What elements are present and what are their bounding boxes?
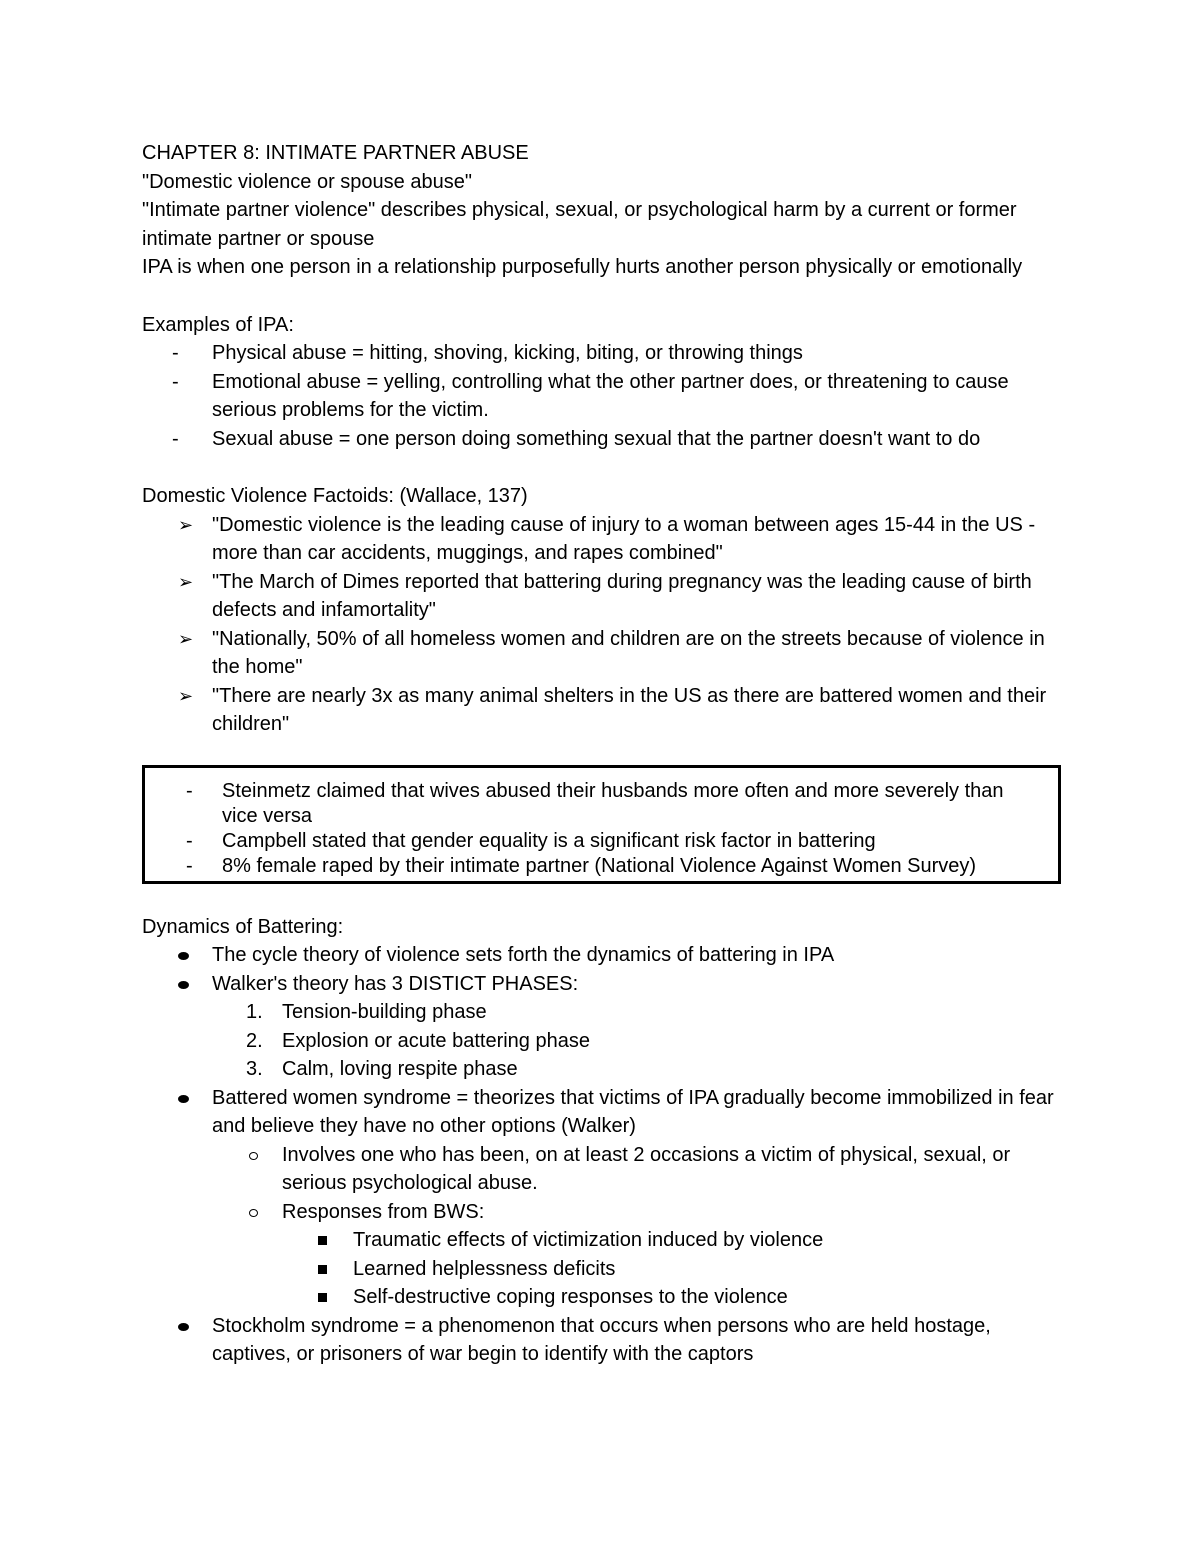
list-item [142, 368, 1062, 425]
arrow-bullet-icon: ➢ [178, 685, 194, 706]
phase-number: 3. [246, 1058, 263, 1080]
list-item-text: Battered women syndrome = theorizes that victims of IPA gradually become immobilized in fear and believe they have no other options (Walker) [212, 1086, 1054, 1137]
list-item [142, 511, 1062, 568]
list-item [142, 425, 1062, 454]
dynamics-heading: Dynamics of Battering: [142, 915, 344, 938]
bullet-square-icon [318, 1265, 327, 1274]
list-item [142, 970, 1062, 999]
dash-marker: - [172, 342, 179, 364]
list-item [142, 941, 1062, 970]
list-item-text: Steinmetz claimed that wives abused their husbands more often and more severely than vice versa [222, 779, 1004, 827]
dash-marker: - [186, 779, 193, 802]
intro-line: IPA is when one person in a relationship purposefully hurts another person physically or emotionally [142, 256, 1023, 278]
phase-number: 2. [246, 1029, 263, 1052]
sub-list-item [142, 1198, 1062, 1227]
phase-text: Calm, loving respite phase [282, 1058, 518, 1080]
list-item [142, 682, 1062, 739]
boxed-notes-list [145, 779, 1038, 879]
sub-sub-list-item [142, 1283, 1062, 1312]
boxed-notes [142, 765, 1061, 884]
dynamics-list [142, 941, 1062, 1369]
bullet-circle-icon [249, 1152, 258, 1160]
list-item-text: Self-destructive coping responses to the violence [353, 1286, 788, 1308]
bullet-square-icon [318, 1293, 327, 1302]
list-item-text: "Domestic violence is the leading cause of injury to a woman between ages 15-44 in the US - more than car accidents, muggings, and rapes combined" [212, 513, 1036, 564]
list-item [145, 854, 1038, 879]
arrow-bullet-icon: ➢ [178, 628, 194, 649]
spacer [142, 453, 1062, 482]
document-body [142, 139, 1062, 1369]
list-item [142, 625, 1062, 682]
bullet-circle-icon [249, 1209, 258, 1217]
list-item [142, 1312, 1062, 1369]
factoids-heading: Domestic Violence Factoids: (Wallace, 137) [142, 485, 528, 507]
bullet-dot-icon [178, 1095, 189, 1103]
list-item-text: Campbell stated that gender equality is a significant risk factor in battering [222, 829, 876, 852]
examples-list [142, 339, 1062, 453]
bullet-square-icon [318, 1236, 327, 1245]
list-item-text: "The March of Dimes reported that battering during pregnancy was the leading cause of birth defects and infamortality" [212, 570, 1032, 621]
list-item-text: Emotional abuse = yelling, controlling what the other partner does, or threatening to cause serious problems for the victim. [212, 370, 1009, 421]
list-item [145, 829, 1038, 854]
dash-marker: - [172, 370, 179, 393]
arrow-bullet-icon: ➢ [178, 514, 194, 535]
list-item-text: Learned helplessness deficits [353, 1257, 616, 1280]
arrow-bullet-icon: ➢ [178, 571, 194, 592]
factoids-list [142, 511, 1062, 739]
list-item [145, 779, 1038, 829]
list-item-text: "There are nearly 3x as many animal shelters in the US as there are battered women and their children" [212, 684, 1047, 735]
intro-line: "Intimate partner violence" describes physical, sexual, or psychological harm by a current or former intimate partner or spouse [142, 199, 1017, 250]
bullet-dot-icon [178, 952, 189, 960]
list-item-text: 8% female raped by their intimate partner (National Violence Against Women Survey) [222, 854, 977, 877]
phase-item [142, 1027, 1062, 1056]
bullet-dot-icon [178, 981, 189, 989]
intro-line: "Domestic violence or spouse abuse" [142, 170, 472, 193]
list-item-text: Traumatic effects of victimization induced by violence [353, 1229, 824, 1251]
phase-text: Tension-building phase [282, 1001, 487, 1023]
phase-text: Explosion or acute battering phase [282, 1029, 590, 1052]
dash-marker: - [172, 427, 179, 450]
chapter-title: CHAPTER 8: INTIMATE PARTNER ABUSE [142, 142, 529, 164]
list-item-text: "Nationally, 50% of all homeless women and children are on the streets because of violence in the home" [212, 627, 1045, 678]
list-item [142, 1084, 1062, 1141]
spacer [142, 282, 1062, 311]
list-item-text: Involves one who has been, on at least 2 occasions a victim of physical, sexual, or serious psychological abuse. [282, 1143, 1011, 1194]
dash-marker: - [186, 829, 193, 852]
phase-item [142, 998, 1062, 1027]
list-item-text: Sexual abuse = one person doing something sexual that the partner doesn't want to do [212, 427, 981, 450]
sub-list-item [142, 1141, 1062, 1198]
sub-sub-list-item [142, 1255, 1062, 1284]
list-item-text: Walker's theory has 3 DISTICT PHASES: [212, 972, 579, 995]
phase-item [142, 1055, 1062, 1084]
phase-number: 1. [246, 1001, 263, 1023]
list-item [142, 339, 1062, 368]
sub-sub-list-item [142, 1226, 1062, 1255]
list-item [142, 568, 1062, 625]
list-item-text: Stockholm syndrome = a phenomenon that occurs when persons who are held hostage, captives, or prisoners of war begin to identify with the captors [212, 1314, 991, 1365]
dash-marker: - [186, 854, 193, 877]
examples-heading: Examples of IPA: [142, 313, 294, 336]
bullet-dot-icon [178, 1323, 189, 1331]
list-item-text: Physical abuse = hitting, shoving, kicking, biting, or throwing things [212, 342, 803, 364]
list-item-text: The cycle theory of violence sets forth the dynamics of battering in IPA [212, 944, 835, 966]
list-item-text: Responses from BWS: [282, 1200, 485, 1223]
